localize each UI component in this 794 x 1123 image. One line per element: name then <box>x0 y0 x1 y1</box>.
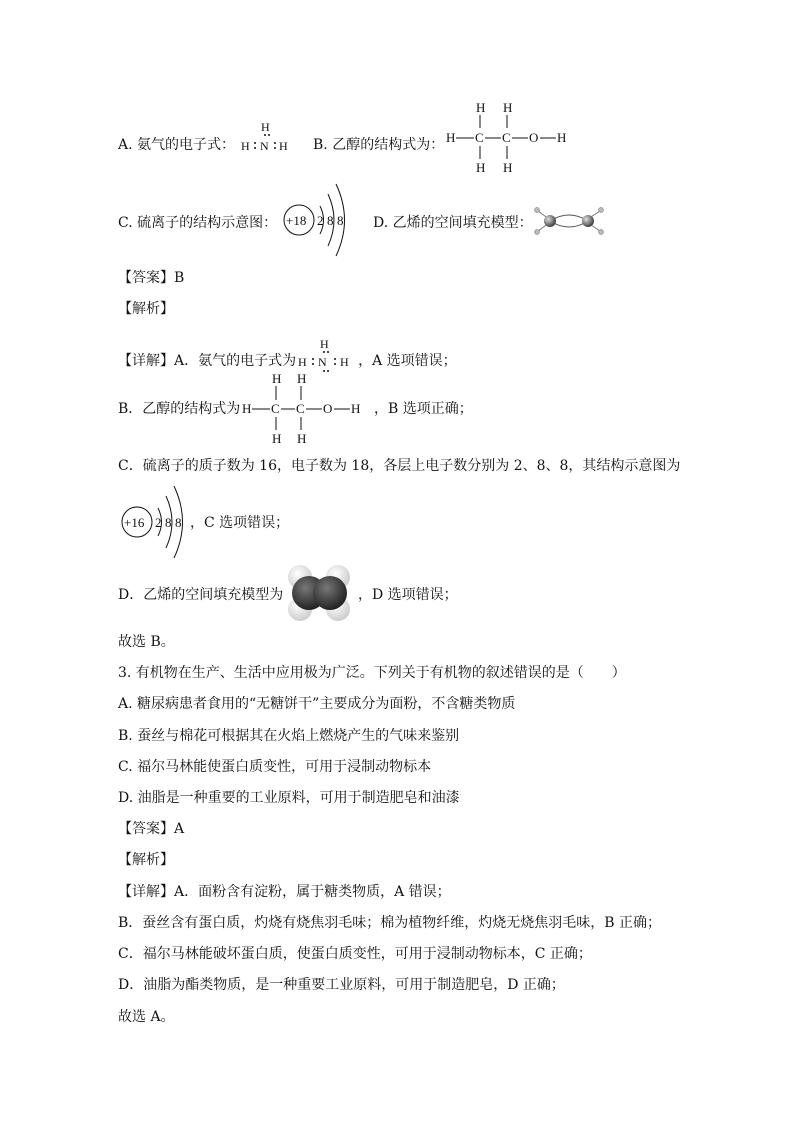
atom-h: H <box>297 431 307 446</box>
q2-detail-a-prefix: 【详解】A．氨气的电子式为 <box>118 353 297 369</box>
q2-detail-d-suffix: ，D 选项错误； <box>358 587 458 603</box>
atom-h: H <box>446 130 456 145</box>
atom-h: H <box>272 371 282 386</box>
atom-c: C <box>271 401 280 416</box>
atom-o: O <box>323 401 333 416</box>
sulfur-ion-diagram-option <box>280 180 360 260</box>
atom-h: H <box>340 355 349 369</box>
atom-h: H <box>351 401 361 416</box>
shell-1-count: 2 <box>155 515 162 530</box>
q2-detail-c-suffix: ，C 选项错误； <box>190 515 290 531</box>
shell-2-count: 8 <box>165 515 172 530</box>
atom-h: H <box>298 355 307 369</box>
q2-detail-b-suffix: ，B 选项正确； <box>374 401 473 417</box>
shell-3-count: 8 <box>175 515 182 530</box>
shell-2-count: 8 <box>327 213 334 228</box>
atom-c: C <box>296 401 305 416</box>
ethylene-space-filling-model-icon <box>284 562 356 624</box>
atom-n: N <box>260 139 269 153</box>
q3-conclusion: 故选 A。 <box>118 1009 175 1025</box>
atom-c: C <box>475 130 484 145</box>
ammonia-electron-formula-option <box>238 118 298 158</box>
atom-c: C <box>502 130 511 145</box>
q3-detail-c: C．福尔马林能破坏蛋白质，使蛋白质变性，可用于浸制动物标本，C 正确； <box>118 946 592 962</box>
ethanol-structural-formula-option <box>442 98 577 178</box>
sulfur-ion-diagram-analysis <box>118 482 198 562</box>
atom-h: H <box>241 139 250 153</box>
ethanol-structural-formula-analysis <box>240 370 375 448</box>
atom-h: H <box>297 371 307 386</box>
q2-detail-b-prefix: B．乙醇的结构式为 <box>118 401 241 417</box>
nucleus-charge: +18 <box>286 213 307 228</box>
atom-n: N <box>318 355 327 369</box>
atom-h: H <box>279 139 288 153</box>
q3-detail-b: B．蚕丝含有蛋白质，灼烧有烧焦羽毛味；棉为植物纤维，灼烧无烧焦羽毛味，B 正确； <box>118 915 662 931</box>
atom-h: H <box>261 120 270 134</box>
q2-detail-c: C．硫离子的质子数为 16，电子数为 18，各层上电子数分别为 2、8、8，其结构示意图为 <box>118 458 681 474</box>
q2-analysis-heading: 【解析】 <box>118 301 174 317</box>
shell-1-count: 2 <box>317 213 324 228</box>
option-b-label: B. 乙醇的结构式为： <box>313 137 445 153</box>
q2-detail-d-prefix: D．乙烯的空间填充模型为 <box>118 587 284 603</box>
q2-conclusion: 故选 B。 <box>118 634 175 650</box>
q2-detail-a-suffix: ，A 选项错误； <box>358 353 457 369</box>
atom-h: H <box>557 130 567 145</box>
q3-option-c: C. 福尔马林能使蛋白质变性，可用于浸制动物标本 <box>118 759 432 775</box>
atom-h: H <box>476 160 486 175</box>
atom-h: H <box>503 100 513 115</box>
option-a-label: A. 氨气的电子式： <box>118 137 236 153</box>
q2-answer: 【答案】B <box>118 270 185 286</box>
atom-h: H <box>320 337 329 351</box>
q2-detail-b <box>118 399 240 419</box>
q3-answer: 【答案】A <box>118 821 185 837</box>
q3-detail-a: 【详解】A．面粉含有淀粉，属于糖类物质，A 错误； <box>118 884 451 900</box>
atom-h: H <box>242 401 252 416</box>
atom-h: H <box>476 100 486 115</box>
q3-option-a: A. 糖尿病患者食用的“无糖饼干”主要成分为面粉，不含糖类物质 <box>118 696 516 712</box>
q3-stem: 3. 有机物在生产、生活中应用极为广泛。下列关于有机物的叙述错误的是（ ） <box>118 665 626 681</box>
q3-detail-d: D．油脂为酯类物质，是一种重要工业原料，可用于制造肥皂，D 正确； <box>118 977 565 993</box>
atom-h: H <box>503 160 513 175</box>
atom-o: O <box>529 130 539 145</box>
q3-option-d: D. 油脂是一种重要的工业原料，可用于制造肥皂和油漆 <box>118 790 460 806</box>
option-d-label: D. 乙烯的空间填充模型： <box>373 215 533 231</box>
nucleus-charge: +16 <box>124 515 145 530</box>
atom-h: H <box>272 431 282 446</box>
q3-option-b: B. 蚕丝与棉花可根据其在火焰上燃烧产生的气味来鉴别 <box>118 728 460 744</box>
q3-analysis-heading: 【解析】 <box>118 852 174 868</box>
option-c-label: C. 硫离子的结构示意图： <box>118 215 278 231</box>
ethylene-model-icon <box>530 203 608 239</box>
shell-3-count: 8 <box>337 213 344 228</box>
